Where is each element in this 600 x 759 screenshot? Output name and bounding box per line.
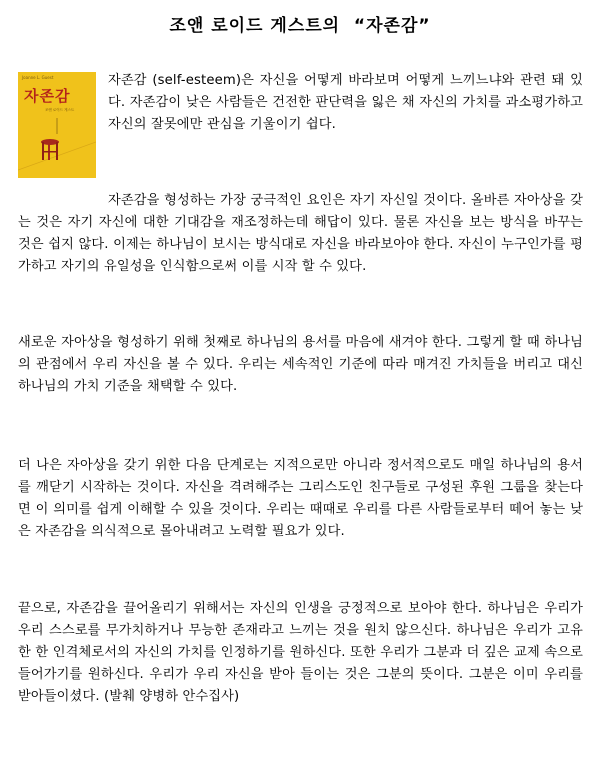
stool-illustration — [18, 72, 96, 178]
book-cover-subtitle: 조앤 로이드 게스트 — [45, 108, 75, 112]
book-cover-title: 자존감 — [24, 87, 71, 105]
paragraph-3: 새로운 자아상을 형성하기 위해 첫째로 하나님의 용서를 마음에 새겨야 한다. 그렇게 할 때 하나님의 관점에서 우리 자신을 볼 수 있다. 우리는 세속적인 기준에 따라 매겨진 가치들을 버리고 대신 하나님의 가치 기준을 채택할 수 있다. — [18, 335, 583, 394]
paragraph-4: 더 나은 자아상을 갖기 위한 다음 단계로는 지적으로만 아니라 정서적으로도 매일 하나님의 용서를 깨닫기 시작하는 것이다. 자신을 격려해주는 그리스도인 친구들로 구성된 후원 그룹을 찾는다면 이 의미를 쉽게 이해할 수 있을 것이다. 우리는 때때로 우리를 다른 사람들로부터 떼어 놓는 낮은 자존감을 의식적으로 몰아내려고 노력할 필요가 있다. — [18, 458, 583, 539]
document-title: 조앤 로이드 게스트의 “자존감” — [169, 16, 431, 36]
paragraph-1: 자존감 (self-esteem)은 자신을 어떻게 바라보며 어떻게 느끼느냐와 관련 돼 있다. 자존감이 낮은 사람들은 건전한 판단력을 잃은 채 자신의 가치를 과소평가하고 자신의 잘못에만 관심을 기울이기 쉽다. — [108, 73, 583, 132]
book-cover-image — [18, 72, 96, 178]
paragraph-5: 끝으로, 자존감을 끌어올리기 위해서는 자신의 인생을 긍정적으로 보아야 한다. 하나님은 우리가 우리 스스로를 무가치하거나 무능한 존재라고 느끼는 것을 원치 않으신다. 하나님은 우리가 고유한 한 인격체로서의 자신의 가치를 인정하기를 원하신다. 또한 우리가 그분과 더 깊은 교제 속으로 들어가기를 원하신다. 우리가 우리 자신을 받아 들이는 것은 그분의 뜻이다. 그분은 이미 우리를 받아들이셨다. (발췌 양병하 안수집사) — [18, 601, 583, 704]
paragraph-2: 자존감을 형성하는 가장 궁극적인 요인은 자기 자신일 것이다. 올바른 자아상을 갖는 것은 자기 자신에 대한 기대감을 재조정하는데 해답이 있다. 물론 자신을 보는 방식을 바꾸는 것은 쉽지 않다. 이제는 하나님이 보시는 방식대로 자신을 바라보아야 한다. 자신이 누구인가를 평가하고 자기의 유일성을 인식함으로써 이를 시작 할 수 있다. — [18, 193, 583, 274]
book-cover-top-text: Joanne L. Guest — [22, 75, 54, 80]
